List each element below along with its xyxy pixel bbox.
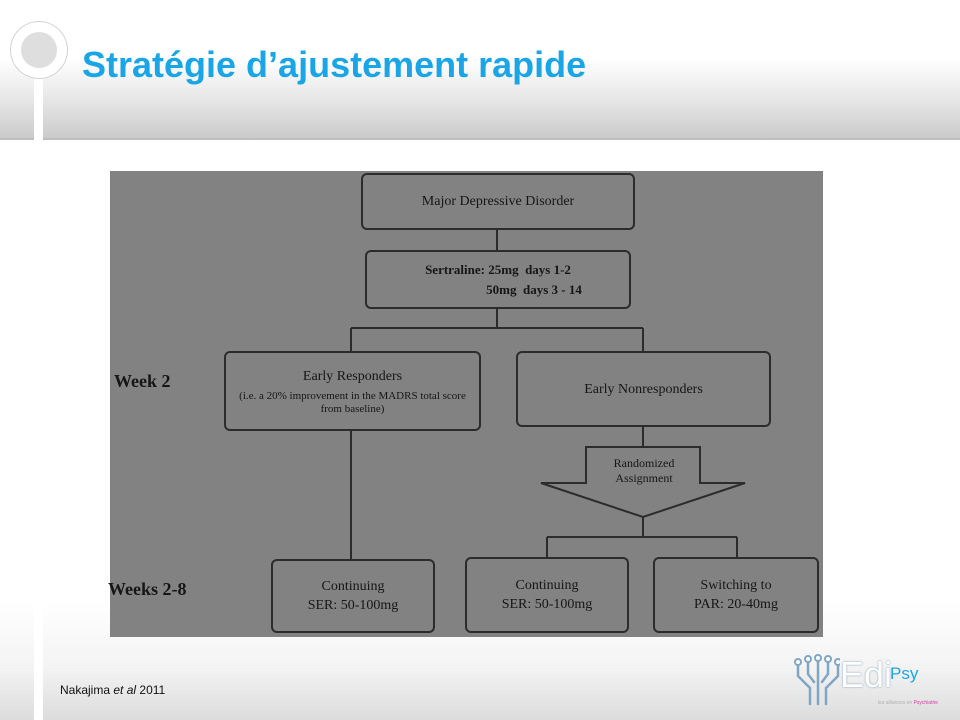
node-continuing-responders — [271, 559, 435, 633]
continuing-2-line-2: SER: 50-100mg — [501, 597, 593, 612]
sertraline-line-1: Sertraline: 25mg days 1-2 — [425, 261, 571, 277]
randomized-assignment-label: Randomized Assignment — [613, 456, 675, 485]
decorative-ring-icon — [11, 22, 67, 78]
node-continuing-nonresponders — [465, 557, 629, 633]
switching-line-2: PAR: 20-40mg — [694, 597, 778, 612]
switching-line-1: Switching to — [700, 578, 772, 593]
logo-tagline-a: les alliances en — [878, 700, 913, 706]
slide-title: Stratégie d’ajustement rapide — [82, 44, 587, 85]
edipsy-logo — [786, 652, 946, 712]
early-responders-label: Early Responders — [302, 368, 403, 384]
early-responders-note: (i.e. a 20% improvement in the MADRS total score from baseline) — [239, 389, 466, 415]
flowchart-panel — [110, 171, 823, 637]
logo-psy: Psy — [890, 664, 919, 683]
continuing-1-line-2: SER: 50-100mg — [307, 598, 399, 613]
sertraline-line-2: 50mg days 3 - 14 — [486, 281, 582, 297]
node-early-nonresponders — [516, 351, 771, 427]
week-2-label: Week 2 — [114, 371, 171, 391]
citation-etal: et al — [113, 683, 137, 697]
logo-word: Edi — [840, 654, 893, 695]
logo-tagline — [878, 700, 938, 706]
weeks-2-8-label: Weeks 2-8 — [108, 579, 187, 599]
citation-year: 2011 — [139, 683, 166, 697]
citation-author: Nakajima — [60, 683, 111, 697]
logo-tagline-b: Psychiatrie — [913, 700, 939, 706]
node-switching-paroxetine — [653, 557, 819, 633]
early-nonresponders-label: Early Nonresponders — [584, 381, 703, 397]
header-divider — [0, 138, 960, 140]
decorative-vertical-line — [34, 62, 43, 720]
circuit-tree-icon — [788, 654, 840, 706]
node-sertraline — [365, 250, 631, 309]
node-major-depressive-disorder — [361, 173, 635, 230]
continuing-1-line-1: Continuing — [321, 579, 385, 594]
citation — [60, 683, 165, 697]
node-mdd-label: Major Depressive Disorder — [421, 194, 575, 209]
continuing-2-line-1: Continuing — [515, 578, 579, 593]
node-early-responders — [224, 351, 481, 431]
